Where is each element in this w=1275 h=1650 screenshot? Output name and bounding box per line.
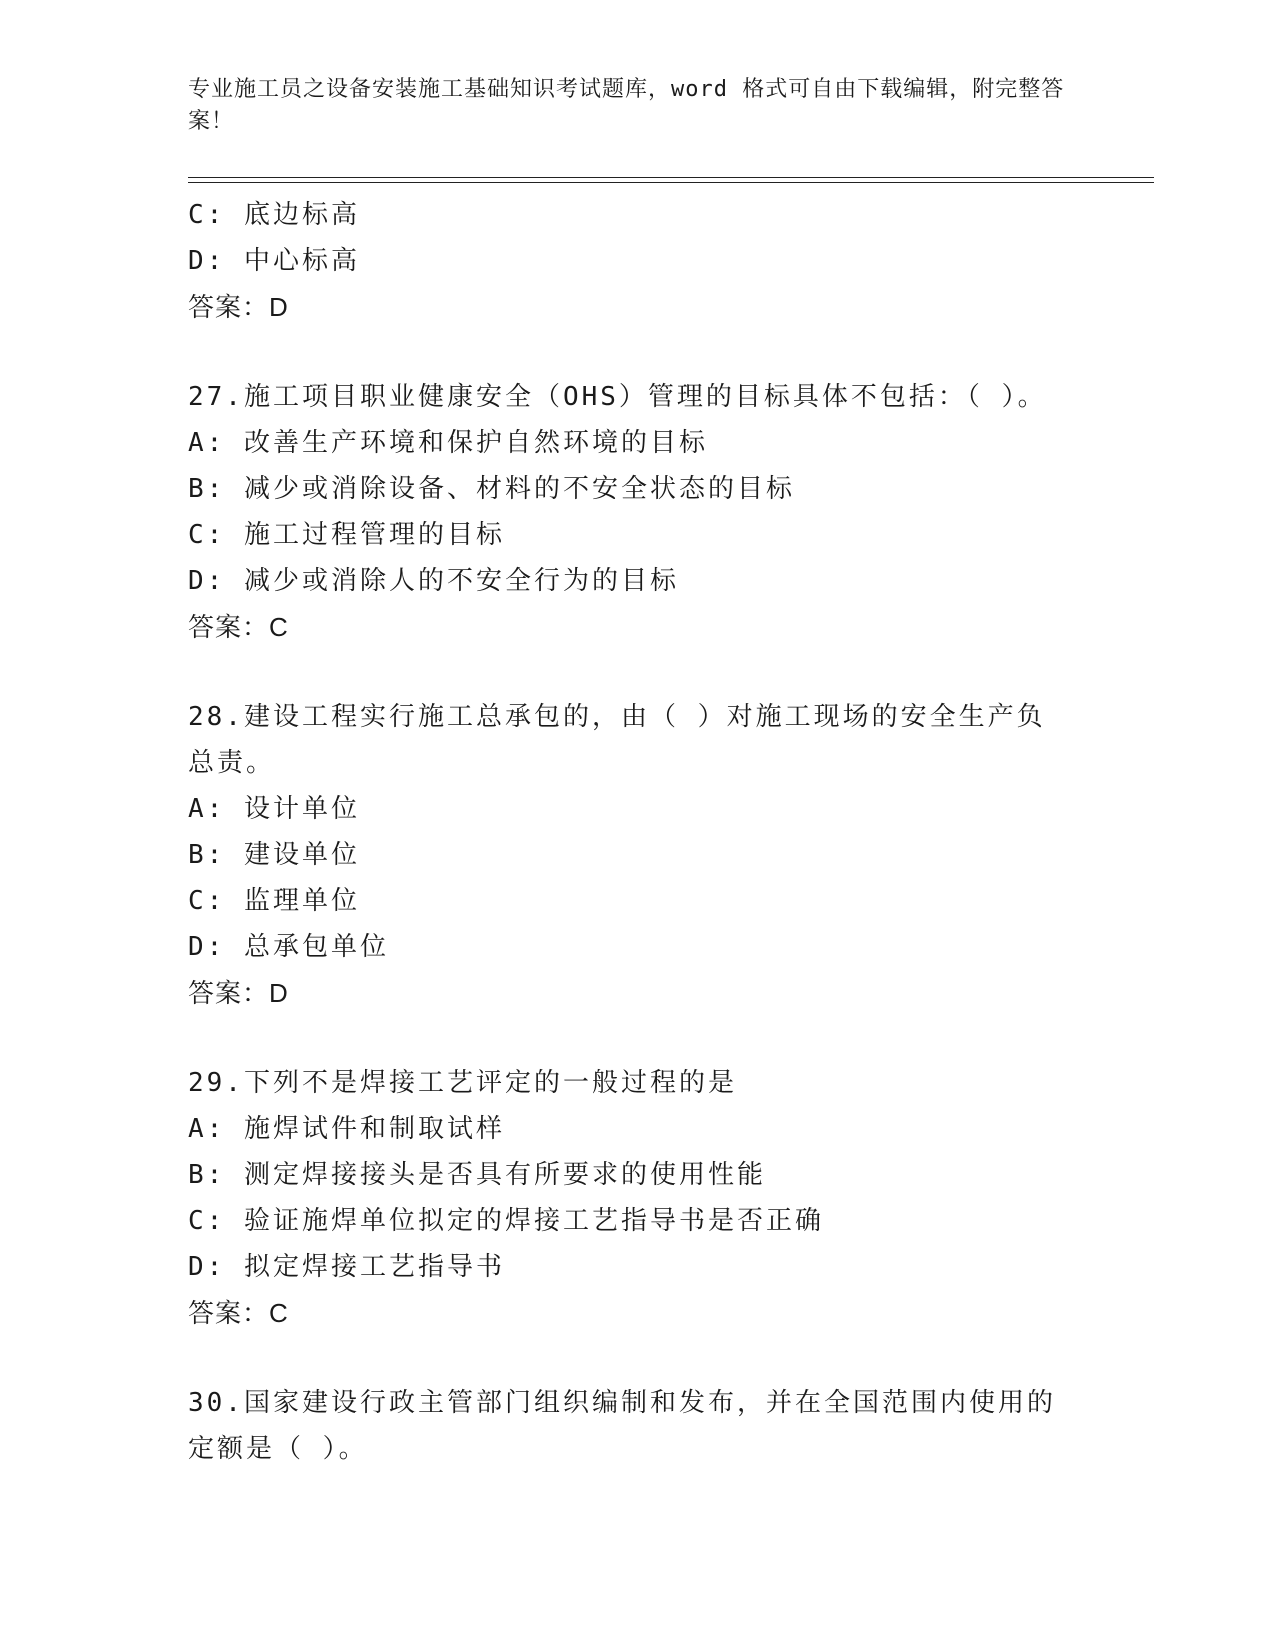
option-c: C: 施工过程管理的目标: [188, 520, 505, 550]
question-stem: 29.下列不是焊接工艺评定的一般过程的是: [188, 1068, 737, 1098]
question-28: [188, 694, 1088, 1016]
question-27: [188, 374, 1088, 650]
option-b: B: 减少或消除设备、材料的不安全状态的目标: [188, 474, 795, 504]
question-stem: 27.施工项目职业健康安全（OHS）管理的目标具体不包括：（ ）。: [188, 382, 1047, 412]
question-30: [188, 1380, 1088, 1472]
option-b: B: 测定焊接接头是否具有所要求的使用性能: [188, 1160, 766, 1190]
question-stem: 30.国家建设行政主管部门组织编制和发布，并在全国范围内使用的定额是（ ）。: [188, 1388, 1056, 1464]
answer: 答案：D: [188, 978, 289, 1008]
header-rule-top: [188, 177, 1154, 178]
question-list: [188, 192, 1088, 1472]
option-a: A: 设计单位: [188, 794, 360, 824]
option-a: A: 施焊试件和制取试样: [188, 1114, 505, 1144]
header-rule-bottom: [188, 182, 1154, 183]
option-d: D: 拟定焊接工艺指导书: [188, 1252, 505, 1282]
question-26-tail: [188, 192, 1088, 330]
option-b: B: 建设单位: [188, 840, 360, 870]
document-header: 专业施工员之设备安装施工基础知识考试题库，word 格式可自由下载编辑，附完整答案！: [188, 77, 1065, 134]
answer: 答案：C: [188, 612, 289, 642]
option-c: C: 监理单位: [188, 886, 360, 916]
answer: 答案：C: [188, 1298, 289, 1328]
option-d: D: 总承包单位: [188, 932, 389, 962]
question-29: [188, 1060, 1088, 1336]
option-a: A: 改善生产环境和保护自然环境的目标: [188, 428, 708, 458]
answer: 答案：D: [188, 292, 289, 322]
option-d: D: 减少或消除人的不安全行为的目标: [188, 566, 679, 596]
question-stem: 28.建设工程实行施工总承包的，由（ ）对施工现场的安全生产负总责。: [188, 702, 1046, 778]
option-c: C: 底边标高: [188, 200, 360, 230]
option-c: C: 验证施焊单位拟定的焊接工艺指导书是否正确: [188, 1206, 824, 1236]
option-d: D: 中心标高: [188, 246, 360, 276]
